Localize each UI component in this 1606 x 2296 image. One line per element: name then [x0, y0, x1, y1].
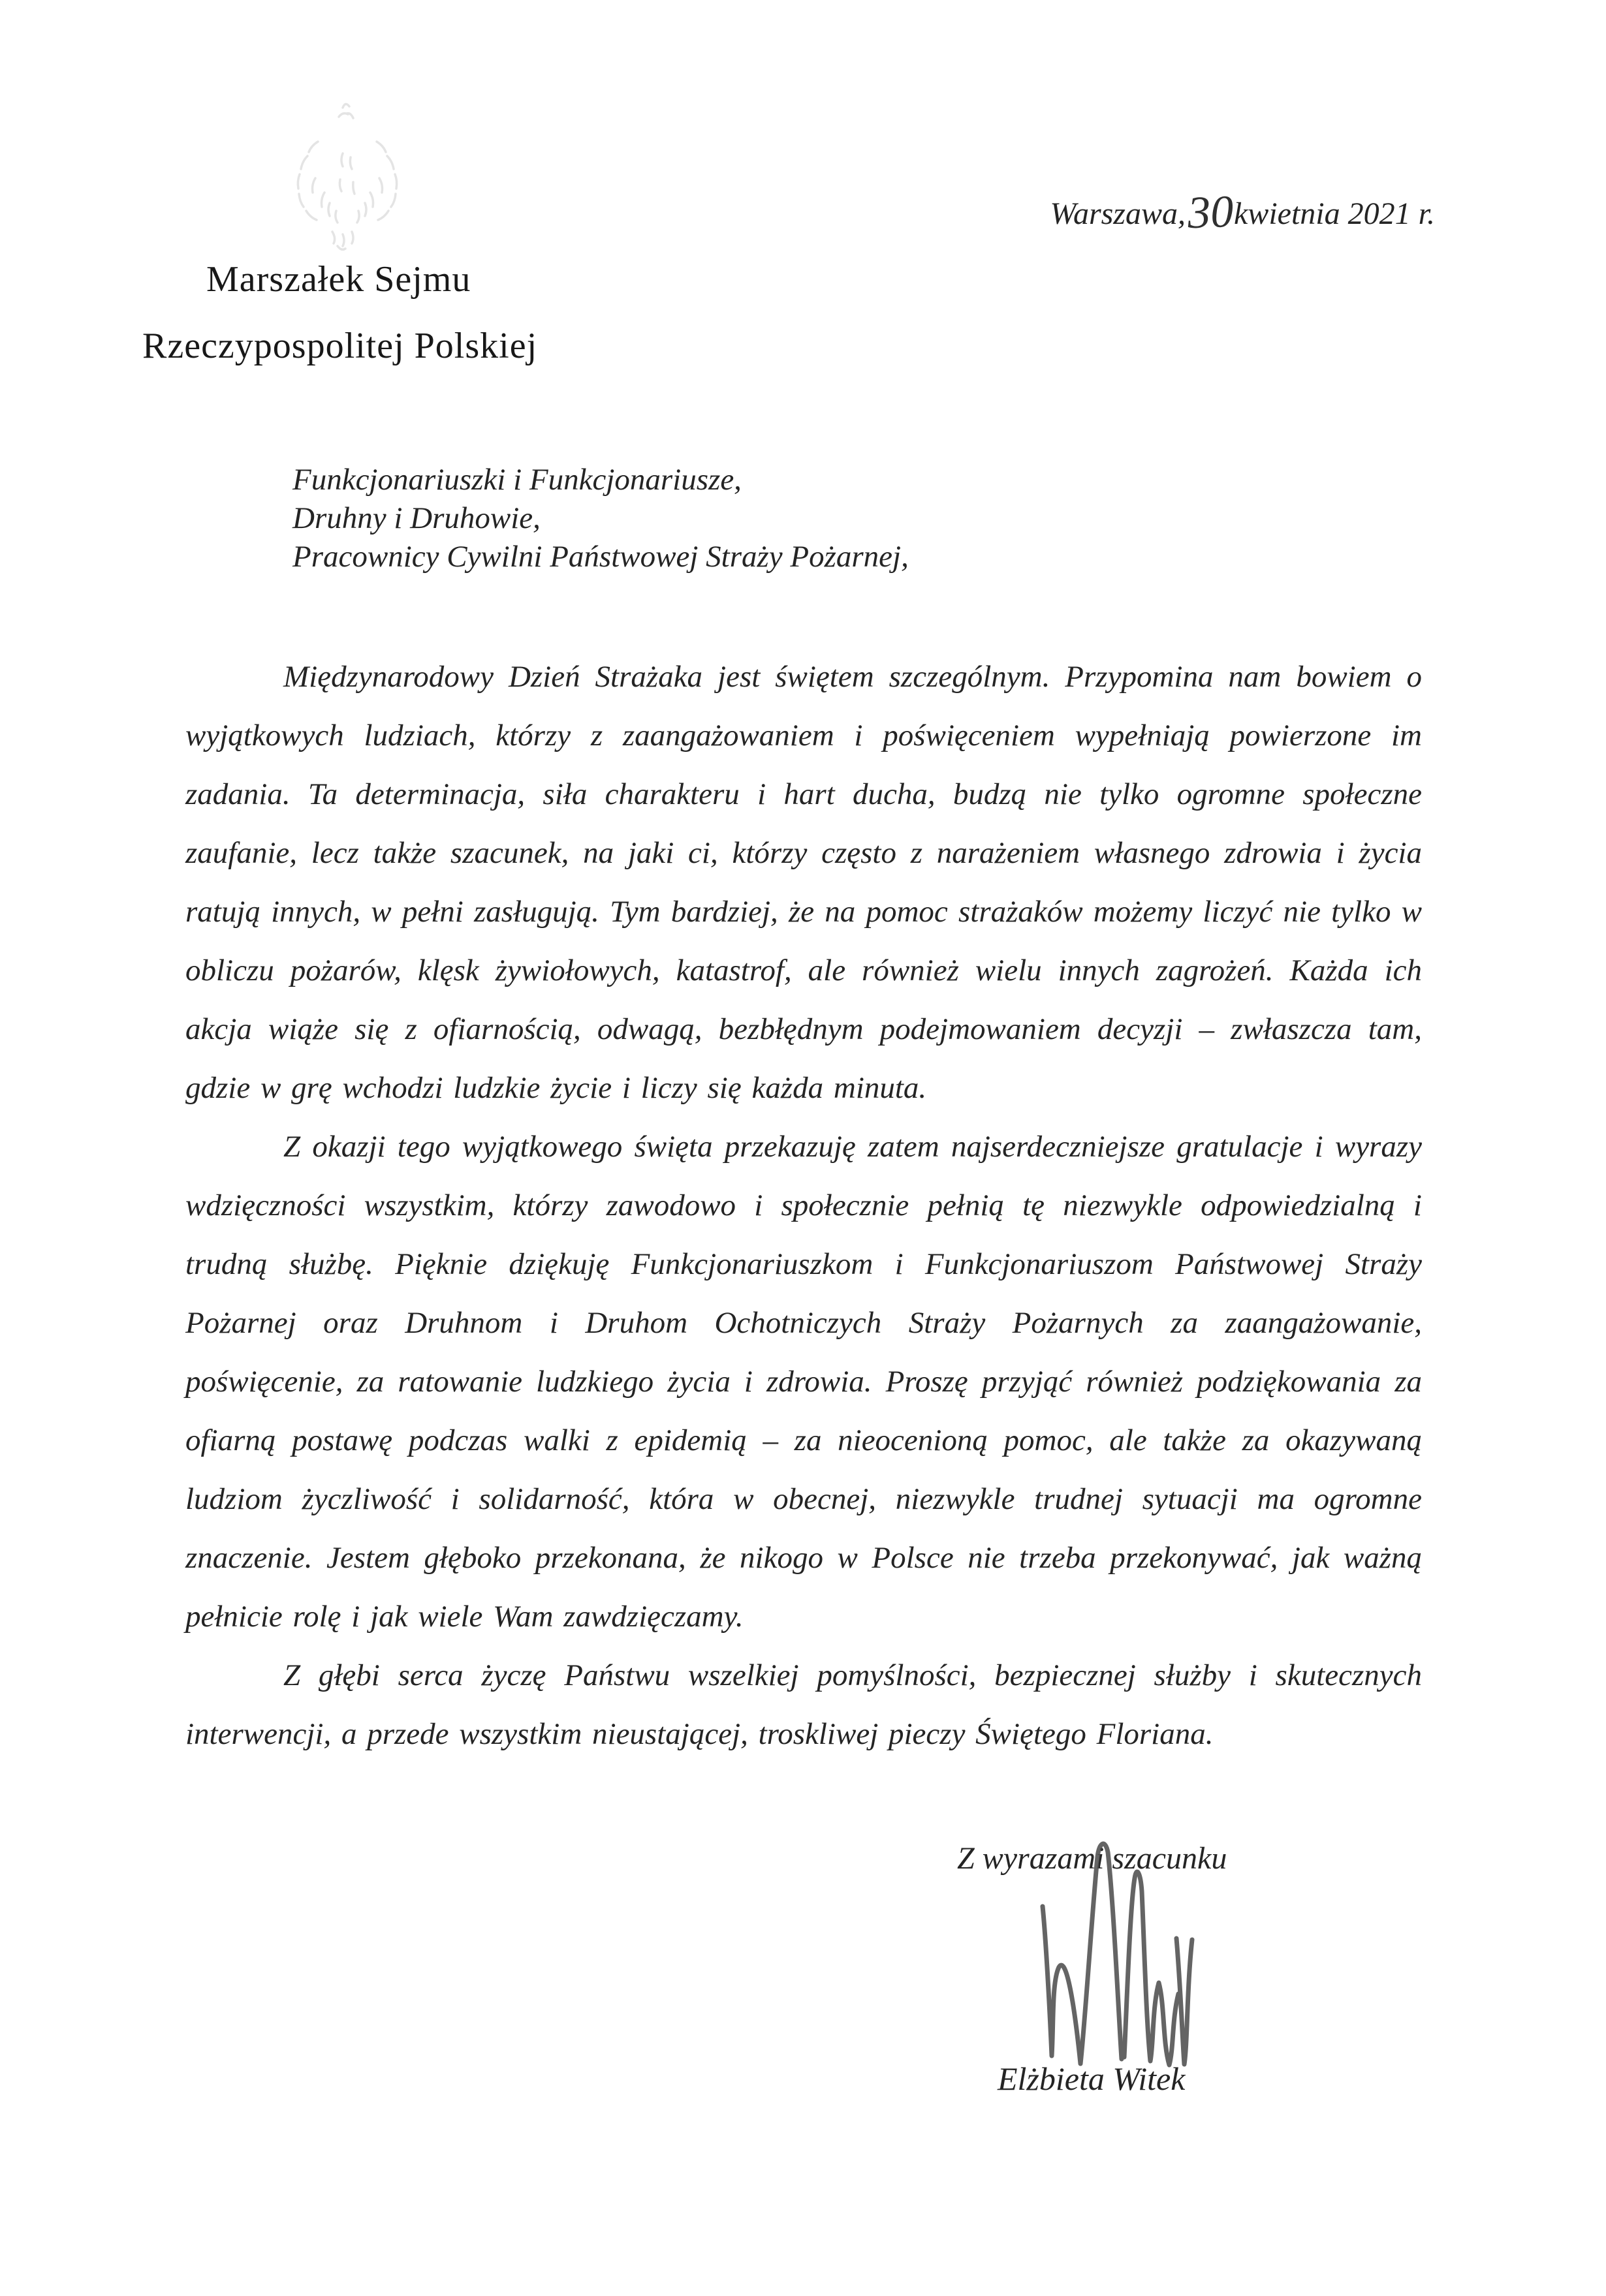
letter-body	[185, 647, 1422, 1763]
paragraph-3: Z głębi serca życzę Państwu wszelkiej pomyślności, bezpiecznej służby i skutecznych interwencji, a przede wszystkim nieustającej, troskliwej pieczy Świętego Floriana.	[185, 1658, 1422, 1751]
paragraph-1: Międzynarodowy Dzień Strażaka jest świętem szczególnym. Przypomina nam bowiem o wyjątkowych ludziach, którzy z zaangażowaniem i poświęceniem wypełniają powierzone im zadania. Ta determinacja, siła charakteru i hart ducha, budzą nie tylko ogromne społeczne zaufanie, lecz także szacunek, na jaki ci, którzy często z narażeniem własnego zdrowia i życia ratują innych, w pełni zasługują. Tym bardziej, że na pomoc strażaków możemy liczyć nie tylko w obliczu pożarów, klęsk żywiołowych, katastrof, ale również wielu innych zagrożeń. Każda ich akcja wiąże się z ofiarnością, odwagą, bezbłędnym podejmowaniem decyzji – zwłaszcza tam, gdzie w grę wchodzi ludzkie życie i liczy się każda minuta.	[185, 660, 1422, 1105]
date-city: Warszawa,	[1050, 196, 1186, 231]
sender-title-line1: Marszałek Sejmu	[206, 259, 471, 300]
sender-title-line2: Rzeczypospolitej Polskiej	[142, 326, 538, 366]
salutation-line-3: Pracownicy Cywilni Państwowej Straży Pożarnej,	[292, 540, 909, 574]
eagle-emblem-watermark	[277, 95, 418, 261]
paragraph-2: Z okazji tego wyjątkowego święta przekazuję zatem najserdeczniejsze gratulacje i wyrazy wdzięczności wszystkim, którzy zawodowo i społecznie pełnią tę niezwykle odpowiedzialną i trudną służbę. Pięknie dziękuję Funkcjonariuszkom i Funkcjonariuszom Państwowej Straży Pożarnej oraz Druhnom i Druhom Ochotniczych Straży Pożarnych za zaangażowanie, poświęcenie, za ratowanie ludzkiego życia i zdrowia. Proszę przyjąć również podziękowania za ofiarną postawę podczas walki z epidemią – za nieocenioną pomoc, ale także za okazywaną ludziom życzliwość i solidarność, która w obecnej, niezwykle trudnej sytuacji ma ogromne znaczenie. Jestem głęboko przekonana, że nikogo w Polsce nie trzeba przekonywać, jak ważną pełnicie rolę i jak wiele Wam zawdzięczamy.	[185, 1130, 1422, 1634]
salutation-line-1: Funkcjonariuszki i Funkcjonariusze,	[292, 463, 742, 497]
date-rest: kwietnia 2021 r.	[1234, 196, 1435, 231]
salutation-line-2: Druhny i Druhowie,	[292, 501, 541, 535]
handwritten-day: 30	[1186, 186, 1235, 239]
date-line	[1050, 186, 1435, 239]
closing-phrase: Z wyrazami szacunku	[957, 1841, 1227, 1876]
salutation-block	[292, 461, 909, 576]
signer-name: Elżbieta Witek	[998, 2060, 1186, 2097]
